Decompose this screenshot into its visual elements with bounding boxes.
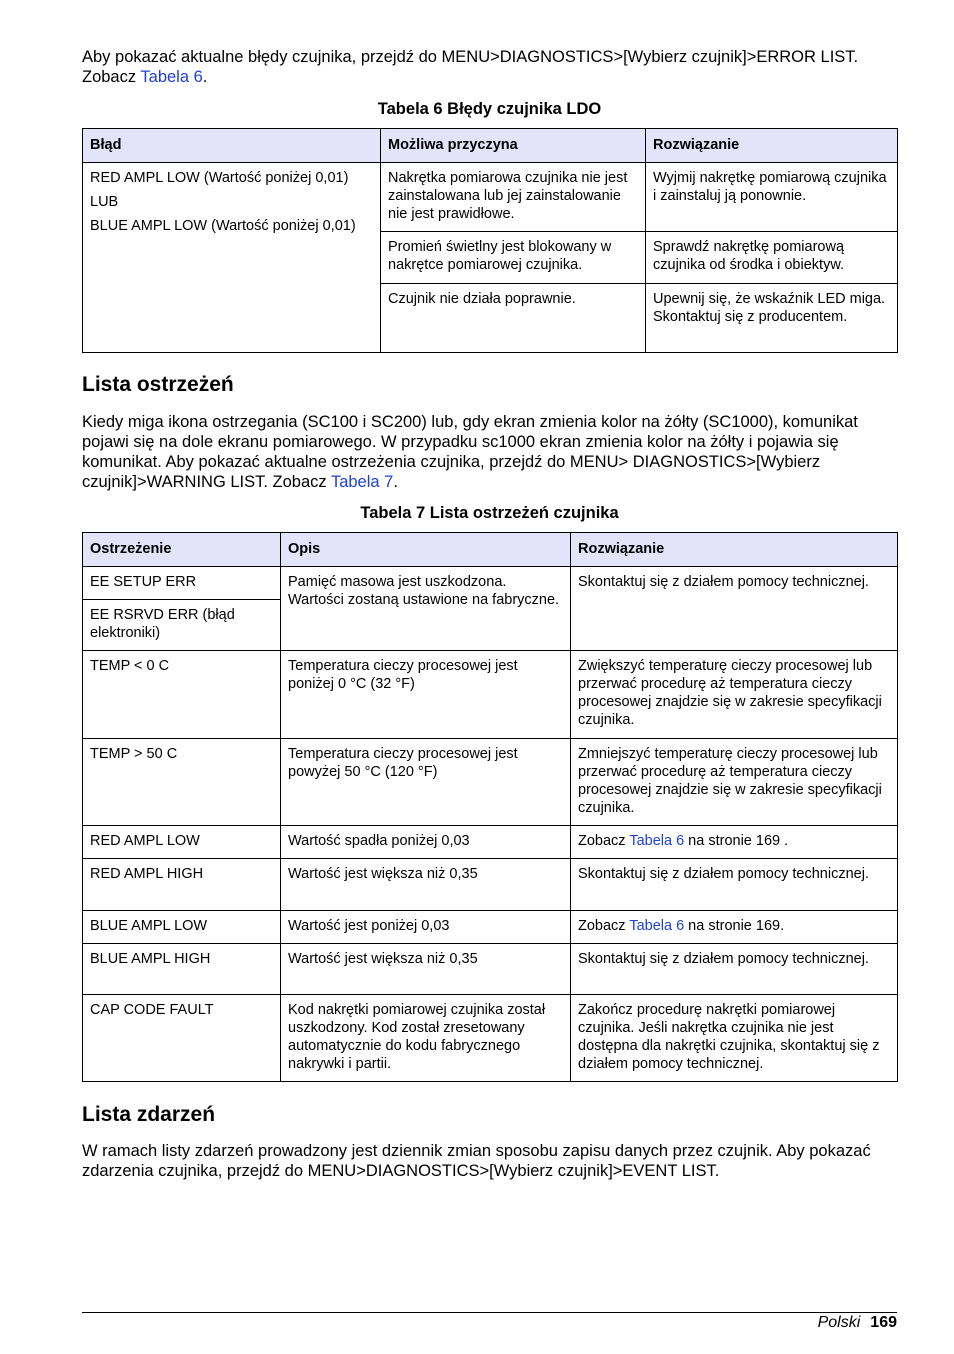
solution-text: Zobacz [578,918,630,934]
events-heading: Lista zdarzeń [82,1103,216,1126]
description-cell: Kod nakrętki pomiarowej czujnika został uszkodzony. Kod został zresetowany automatycznie do kodu fabrycznego nakrywki i partii. [281,995,571,1082]
description-cell: Temperatura cieczy procesowej jest powyżej 50 °C (120 °F) [281,739,571,826]
warning-cell: RED AMPL LOW [83,826,281,859]
cause-cell: Czujnik nie działa poprawnie. [381,284,646,353]
header-cause: Możliwa przyczyna [381,129,646,163]
table-row [83,567,898,600]
description-cell: Wartość jest większa niż 0,35 [281,944,571,995]
warning-cell: TEMP < 0 C [83,651,281,739]
table-row [83,859,898,911]
footer-text [818,1313,897,1333]
intro-text-end: . [202,68,208,86]
solution-cell: Upewnij się, że wskaźnik LED miga. Skontaktuj się z producentem. [646,284,898,353]
solution-cell: Zakończ procedurę nakrętki pomiarowej czujnika. Jeśli nakrętka czujnika nie jest dostępna dla nakrętki czujnika, skontaktuj się z działem pomocy technicznej. [571,995,898,1082]
warning-cell: EE RSRVD ERR (błąd elektroniki) [83,600,281,651]
header-error: Błąd [83,129,381,163]
description-cell: Wartość spadła poniżej 0,03 [281,826,571,859]
solution-cell: Skontaktuj się z działem pomocy technicznej. [571,567,898,651]
table-row [83,739,898,826]
error-red-ampl-low: RED AMPL LOW (Wartość poniżej 0,01) [90,170,349,186]
warning-cell: TEMP > 50 C [83,739,281,826]
page-footer [82,1312,897,1331]
warnings-heading: Lista ostrzeżeń [82,373,234,396]
table-row [83,911,898,944]
table-6-caption: Tabela 6 Błędy czujnika LDO [377,100,602,118]
warning-cell: BLUE AMPL HIGH [83,944,281,995]
table-header-row [83,533,898,567]
solution-cell: Wyjmij nakrętkę pomiarową czujnika i zainstaluj ją ponownie. [646,163,898,232]
error-or: LUB [90,194,119,210]
warnings-paragraph [82,412,872,492]
table-row [83,651,898,739]
events-paragraph: W ramach listy zdarzeń prowadzony jest dziennik zmian sposobu zapisu danych przez czujnik. Aby pokazać zdarzenia czujnika, przejdź do MENU>DIAGNOSTICS>[Wybierz czujnik]>EVENT LIST. [82,1142,871,1180]
page-number: 169 [870,1314,897,1331]
table-row [83,826,898,859]
description-cell: Temperatura cieczy procesowej jest poniżej 0 °C (32 °F) [281,651,571,739]
intro-text: Aby pokazać aktualne błędy czujnika, przejdź do MENU>DIAGNOSTICS>[Wybierz czujnik]>ERROR LIST. Zobacz [82,48,859,86]
warning-cell: CAP CODE FAULT [83,995,281,1082]
table-row [83,944,898,995]
tabela-7-link[interactable]: Tabela 7 [330,473,394,491]
solution-cell: Zmniejszyć temperaturę cieczy procesowej lub przerwać procedurę aż temperatura cieczy procesowej znajdzie się w zakresie specyfikacji czujnika. [571,739,898,826]
solution-text-end: na stronie 169. [684,918,785,934]
description-cell: Wartość jest większa niż 0,35 [281,859,571,911]
solution-cell [571,826,898,859]
footer-language: Polski [817,1314,861,1331]
warning-cell: EE SETUP ERR [83,567,281,600]
warnings-text: Kiedy miga ikona ostrzegania (SC100 i SC200) lub, gdy ekran zmienia kolor na żółty (SC1000), komunikat pojawi się na dole ekranu pomiarowego. W przypadku sc1000 ekran zmienia kolor na żółty i pojawia się komunikat. Aby pokazać aktualne ostrzeżenia czujnika, przejdź do MENU> DIAGNOSTICS>[Wybierz czujnik]>WARNING LIST. Zobacz [82,413,858,491]
cause-cell: Promień świetlny jest blokowany w nakrętce pomiarowej czujnika. [381,232,646,284]
table-row [83,163,898,232]
header-solution: Rozwiązanie [646,129,898,163]
header-description: Opis [281,533,571,567]
solution-cell [571,911,898,944]
tabela-6-link[interactable]: Tabela 6 [629,833,685,849]
tabela-6-link[interactable]: Tabela 6 [629,918,685,934]
tabela-6-link[interactable]: Tabela 6 [140,68,203,86]
solution-text: Zobacz [578,833,630,849]
warning-cell: BLUE AMPL LOW [83,911,281,944]
solution-cell: Skontaktuj się z działem pomocy technicznej. [571,859,898,911]
solution-cell: Skontaktuj się z działem pomocy technicznej. [571,944,898,995]
error-cell [83,163,381,353]
description-cell: Pamięć masowa jest uszkodzona. Wartości zostaną ustawione na fabryczne. [281,567,571,651]
error-blue-ampl-low: BLUE AMPL LOW (Wartość poniżej 0,01) [90,218,356,234]
description-cell: Wartość jest poniżej 0,03 [281,911,571,944]
solution-cell: Zwiększyć temperaturę cieczy procesowej lub przerwać procedurę aż temperatura cieczy procesowej znajdzie się w zakresie specyfikacji czujnika. [571,651,898,739]
table-7-caption: Tabela 7 Lista ostrzeżeń czujnika [360,504,619,522]
warnings-table [82,532,898,1082]
header-warning: Ostrzeżenie [83,533,281,567]
warnings-text-end: . [393,473,398,491]
intro-paragraph [82,47,897,87]
solution-text-end: na stronie 169 . [684,833,789,849]
solution-cell: Sprawdź nakrętkę pomiarową czujnika od środka i obiektyw. [646,232,898,284]
table-header-row [83,129,898,163]
warning-cell: RED AMPL HIGH [83,859,281,911]
cause-cell: Nakrętka pomiarowa czujnika nie jest zainstalowana lub jej zainstalowanie nie jest prawidłowe. [381,163,646,232]
header-solution: Rozwiązanie [571,533,898,567]
table-row [83,995,898,1082]
errors-table [82,128,898,353]
